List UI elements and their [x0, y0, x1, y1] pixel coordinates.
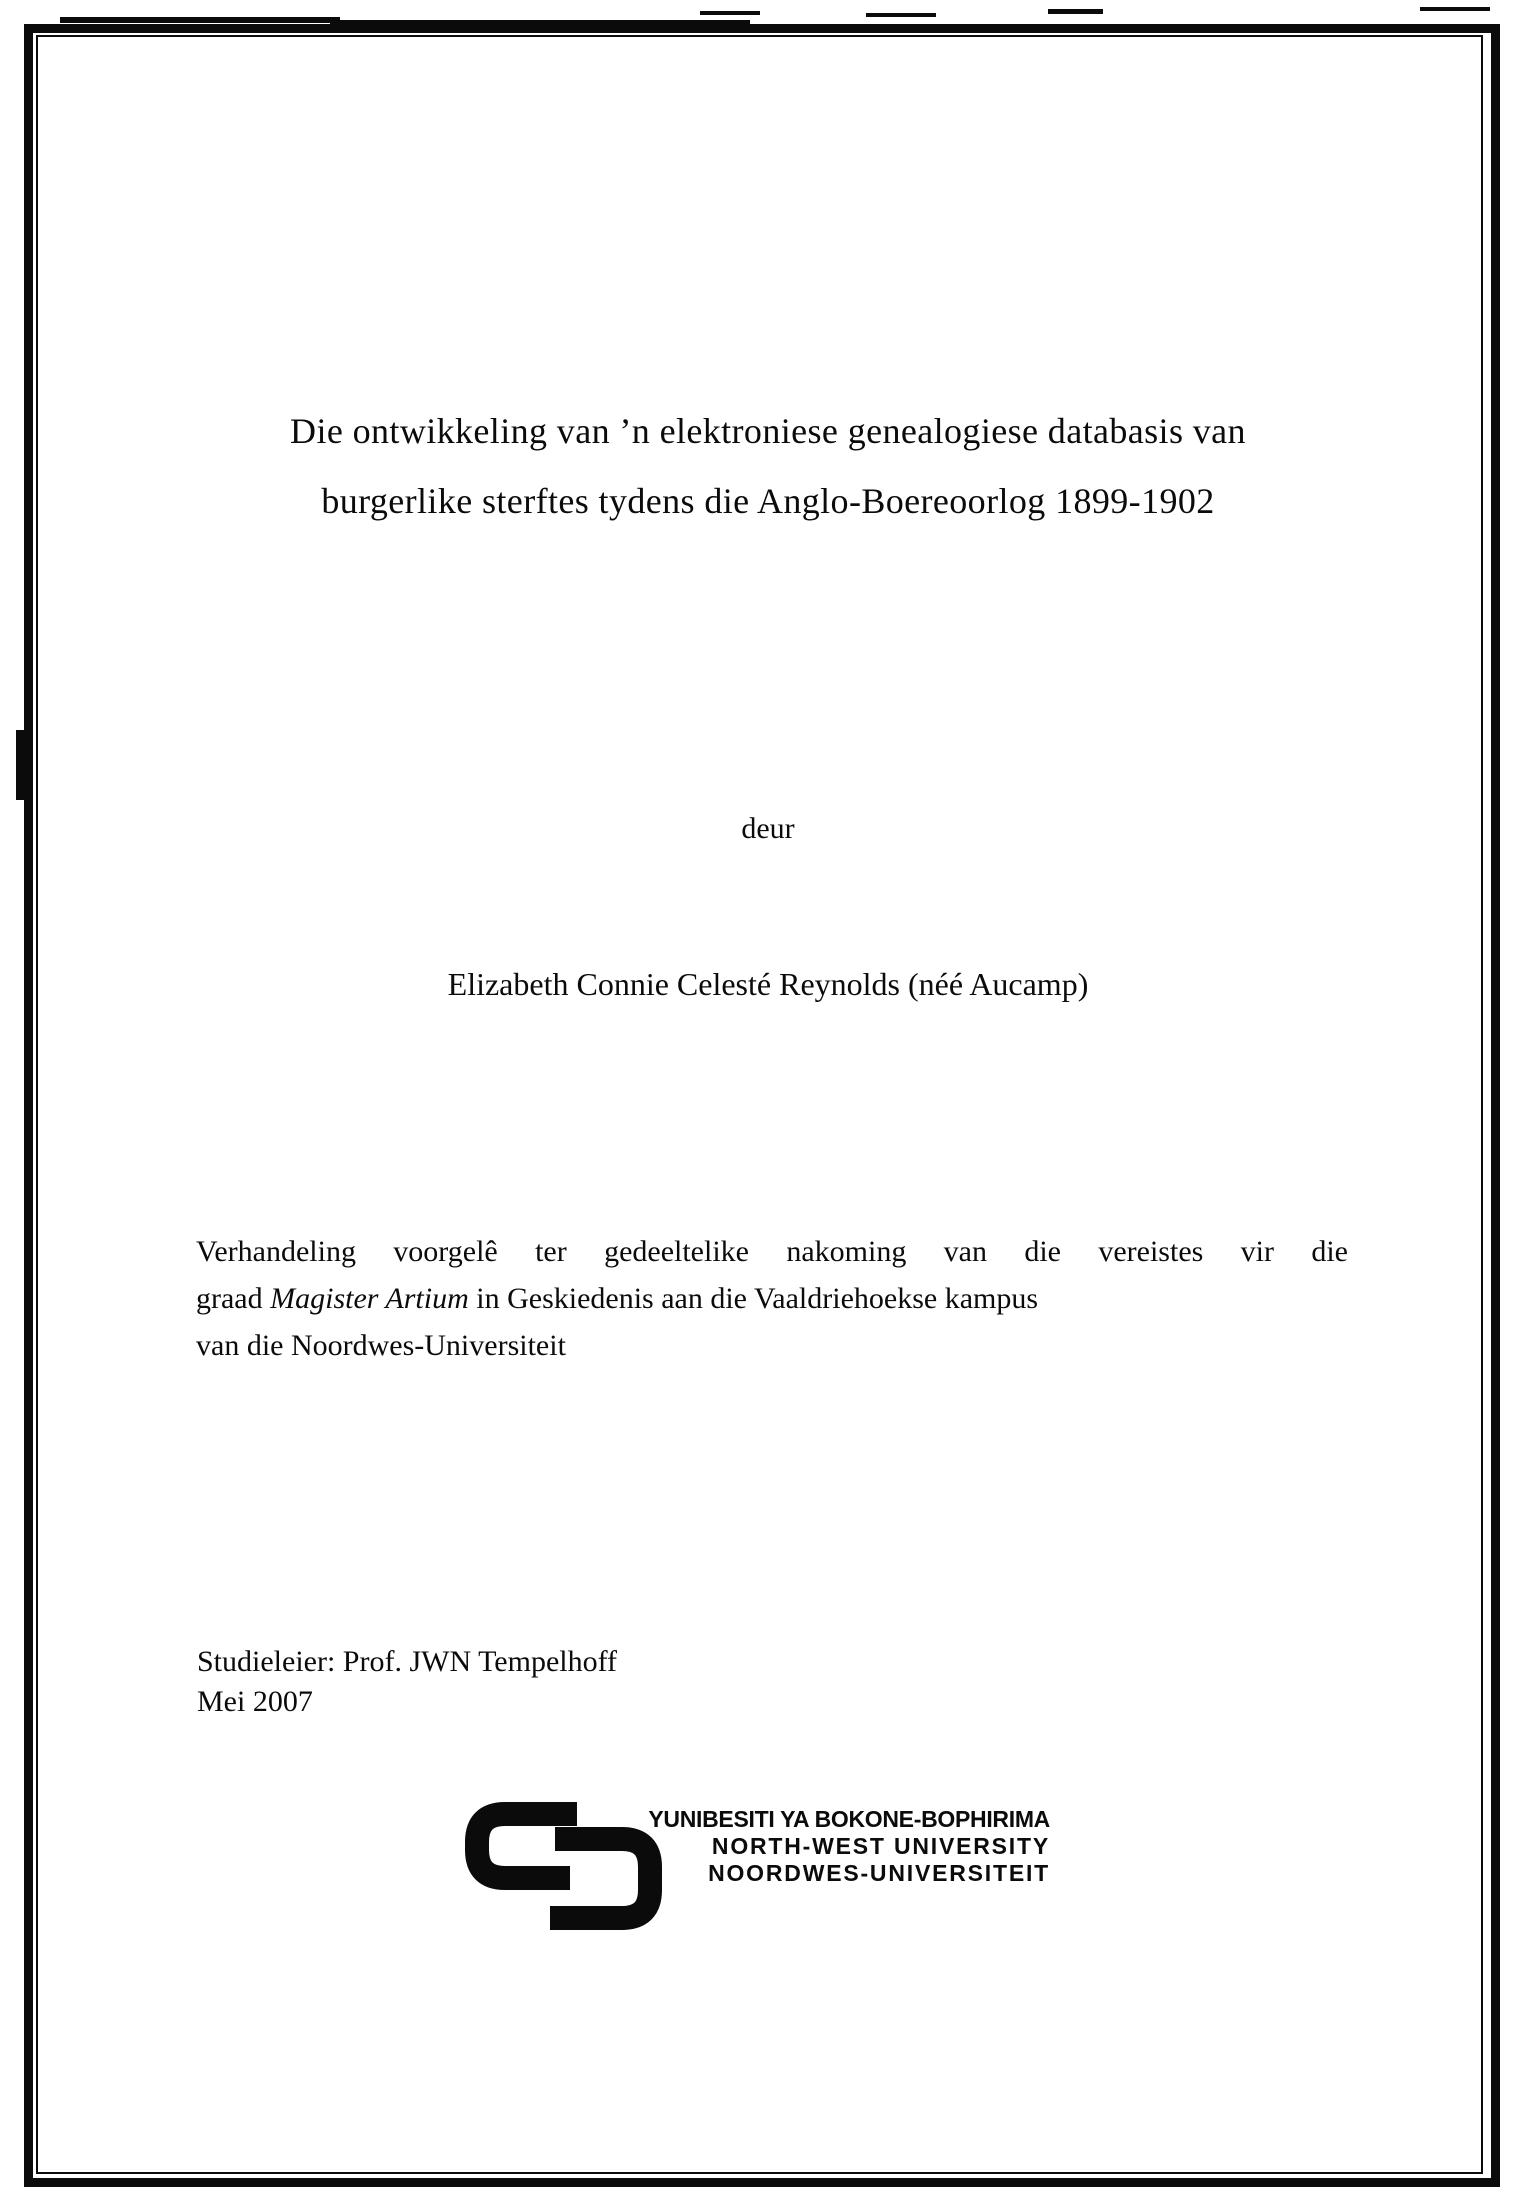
byline: deur [741, 812, 795, 845]
supervisor-line: Studieleier: Prof. JWN Tempelhoff [197, 1645, 618, 1678]
thesis-title-line-2: burgerlike sterftes tydens die Anglo-Boereoorlog 1899-1902 [321, 481, 1215, 521]
scan-artifact [330, 20, 750, 24]
scan-artifact [1048, 9, 1103, 14]
thesis-title [96, 396, 1440, 536]
degree-statement-line-2 [196, 1275, 1348, 1322]
degree-statement-line-3: van die Noordwes-Universiteit [196, 1329, 566, 1362]
author-name: Elizabeth Connie Celesté Reynolds (néé Aucamp) [447, 966, 1089, 1002]
supervisor-block [197, 1642, 1097, 1722]
degree-statement-line-2-pre: graad [196, 1282, 271, 1315]
degree-statement-line-2-post: in Geskiedenis aan die Vaaldriehoekse kampus [468, 1282, 1039, 1315]
logo-text-afrikaans: NOORDWES-UNIVERSITEIT [708, 1860, 1050, 1886]
degree-statement-line-1: Verhandeling voorgelê ter gedeeltelike nakoming van die vereistes vir die [196, 1235, 1348, 1268]
date-line: Mei 2007 [197, 1685, 313, 1718]
university-logo-text [585, 1806, 1050, 1887]
scan-artifact [700, 11, 760, 15]
scan-artifact [866, 13, 936, 17]
scan-artifact [16, 730, 26, 800]
logo-text-setswana: YUNIBESITI YA BOKONE-BOPHIRIMA [648, 1806, 1050, 1832]
logo-text-english: NORTH-WEST UNIVERSITY [711, 1833, 1050, 1859]
degree-statement [196, 1228, 1348, 1369]
degree-name-italic: Magister Artium [270, 1282, 469, 1315]
thesis-title-line-1: Die ontwikkeling van ’n elektroniese genealogiese databasis van [290, 411, 1246, 451]
scan-artifact [1420, 7, 1490, 11]
scan-artifact [60, 17, 340, 23]
